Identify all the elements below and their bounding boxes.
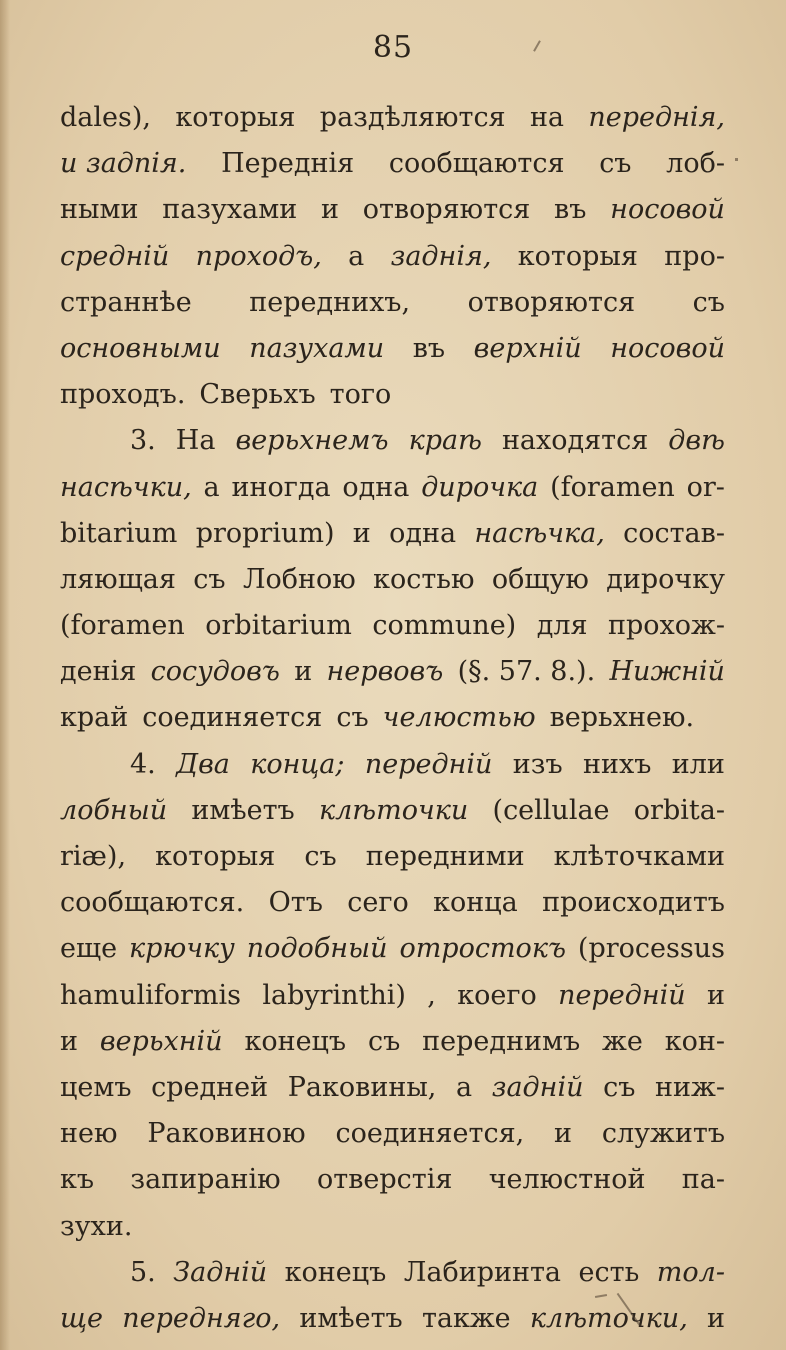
word: переднія, [588,102,725,133]
ink-speck [735,158,738,161]
word: клѣточками [553,841,725,872]
word: конца; [250,748,345,780]
word: (processus [577,933,725,965]
word: прохож- [608,610,725,642]
text-line [60,1157,725,1203]
word: передній [558,979,686,1011]
word: Переднія [221,148,355,180]
word: одна [342,471,410,503]
word: commune) [372,610,517,642]
word: подобный [246,933,388,965]
word: , [427,979,436,1011]
word: крючку [129,933,235,965]
word: еще [60,933,118,965]
word: въ [554,194,587,226]
word: hamuliformis [60,979,241,1011]
word: лобный [60,794,168,826]
word: насѣчка, [474,517,605,549]
word: съ [304,841,337,872]
word: носовой [610,194,725,226]
word: находятся [501,425,649,457]
word: а [203,471,220,503]
word: которыя [175,102,296,133]
word: верьхнемъ [235,425,389,457]
word: dales), [60,102,151,133]
word: тол- [656,1256,725,1288]
text-line [60,1250,725,1296]
word: же [602,1025,643,1057]
word: двѣ [668,425,725,457]
word: передняго, [122,1302,281,1334]
word: запиранію [130,1164,281,1196]
word: средней [151,1071,269,1103]
word: съ [367,1025,401,1057]
word: имѣетъ [299,1302,403,1334]
word: задній [491,1071,584,1103]
word: съ [336,702,369,734]
word: 3. [130,425,156,457]
word: соединяется [142,702,323,734]
word: переднихъ, [249,286,411,318]
word: Сверьхъ [199,379,316,411]
word: краѣ [408,425,482,457]
text-line [60,1019,725,1065]
word: переднимъ [422,1025,581,1057]
text-line [60,973,725,1019]
word: дирочка [421,471,539,503]
word: orbitarium [205,610,352,642]
word: пазухами [249,332,385,364]
text-line [60,880,725,926]
word: страннѣе [60,286,192,318]
word: проходъ. [60,379,186,411]
text-line [60,326,725,372]
word: носовой [610,332,725,364]
word: къ [60,1164,95,1196]
word: передній [364,748,493,780]
word: и [707,1302,725,1334]
word: дирочку [606,563,725,595]
word: proprium) [195,517,335,549]
word: есть [578,1256,640,1288]
word: изъ [512,748,563,780]
word: съ [603,1071,636,1103]
word: на [529,102,565,133]
word: Задній [173,1256,268,1288]
text-line [60,557,725,603]
text-line [60,649,725,695]
word: происходитъ [542,887,725,919]
page-text-body [60,95,725,1342]
word: or- [686,471,725,503]
word: сообщаются [388,148,565,180]
word: а [348,240,365,272]
word: отворяются [467,286,636,318]
word: средній [60,240,170,272]
text-line [60,280,725,326]
word: передними [365,841,525,872]
word: riæ), [60,841,127,872]
word: съ [692,286,725,318]
word: насѣчки, [60,471,192,503]
word: служитъ [601,1118,725,1150]
word: съ [599,148,632,180]
word: съ [193,563,226,595]
word: Лобною [242,563,356,595]
word: и [707,979,725,1011]
word: клѣточки [318,794,469,826]
text-line [60,1204,725,1250]
word: денія [60,656,137,688]
word: и задпія. [60,148,187,180]
word: конецъ [244,1025,347,1057]
text-line [60,742,725,788]
word: основными [60,332,221,364]
page-edge-shadow [0,0,10,1350]
word: верьхнею. [549,702,695,734]
word: которыя [155,841,276,872]
word: кон- [664,1025,725,1057]
word: пазухами [162,194,298,226]
word: сосудовъ [150,656,280,688]
word: одна [389,517,457,549]
text-line [60,372,725,418]
word: отверстія [317,1164,453,1196]
word: того [329,379,392,411]
page-number: 85 [372,30,414,65]
word: и [294,656,313,688]
word: 5. [130,1256,156,1288]
word: верьхній [99,1025,223,1057]
word: orbita- [633,794,725,826]
text-line [60,788,725,834]
word: иногда [231,471,331,503]
word: ляющая [60,563,176,595]
word: общую [491,563,589,595]
word: (foramen [550,471,675,503]
text-line [60,95,725,141]
text-line [60,234,725,280]
word: цемъ [60,1071,132,1103]
word: соединяется, [335,1118,525,1150]
word: па- [681,1164,725,1196]
word: и [554,1118,573,1150]
word: для [536,610,588,642]
word: сего [347,887,409,919]
word: Нижній [609,656,725,688]
word: край [60,702,129,734]
word: нею [60,1118,118,1150]
word: Отъ [268,887,323,919]
word: Раковиною [147,1118,306,1150]
word: коего [457,979,537,1011]
word: зухи. [60,1210,133,1242]
word: клѣточки, [529,1302,688,1334]
word: labyrinthi) [262,979,406,1011]
word: имѣетъ [191,794,295,826]
word: ными [60,194,139,226]
word: въ [412,332,446,364]
text-line [60,1111,725,1157]
word: лоб- [666,148,725,180]
word: сообщаются. [60,887,245,919]
text-line [60,926,725,972]
word: конецъ [284,1256,387,1288]
word: также [421,1302,511,1334]
word: Лабиринта [403,1256,562,1288]
text-line [60,187,725,233]
word: челюстью [382,702,536,734]
word: 4. [130,748,156,780]
word: и [352,517,371,549]
text-line [60,465,725,511]
text-line [60,141,725,187]
word: (cellulae [492,794,610,826]
word: Раковины, [287,1071,437,1103]
word: или [671,748,725,780]
text-line [60,1065,725,1111]
word: челюстной [488,1164,646,1196]
word: (§. 57. 8.). [457,656,596,688]
text-line [60,834,725,880]
word: костью [373,563,475,595]
word: конца [433,887,518,919]
text-line [60,418,725,464]
word: ниж- [655,1071,725,1103]
word: состав- [623,517,725,549]
word: Два [176,748,230,780]
text-line [60,695,725,741]
text-line [60,511,725,557]
word: а [456,1071,473,1103]
word: раздѣляются [319,102,506,133]
word: заднія, [390,240,492,272]
word: отворяются [362,194,531,226]
word: про- [664,240,725,272]
word: ще [60,1302,104,1334]
word: которыя [517,240,638,272]
word: верхній [473,332,582,364]
word: и [60,1025,78,1057]
word: (foramen [60,610,185,642]
word: проходъ, [195,240,322,272]
word: отростокъ [399,933,566,965]
text-line [60,603,725,649]
word: и [320,194,339,226]
word: bitarium [60,517,178,549]
word: нервовъ [326,656,444,688]
word: На [175,425,216,457]
word: нихъ [583,748,652,780]
